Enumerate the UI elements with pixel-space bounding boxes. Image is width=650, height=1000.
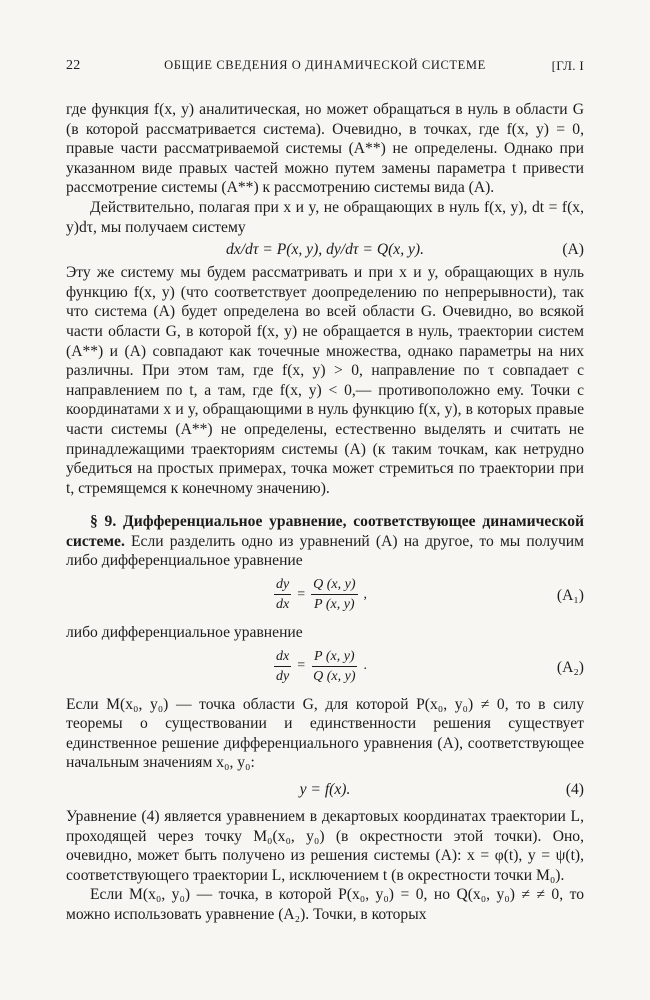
equation-a2-tag: (A₂) — [556, 658, 584, 676]
equation-4-formula: y = f(x). — [299, 781, 351, 799]
equation-a1-tag: (A₁) — [556, 587, 584, 605]
page-number: 22 — [66, 58, 81, 73]
equation-4-tag: (4) — [565, 781, 584, 799]
paragraph-6: Уравнение (4) является уравнением в декартовых координатах траектории L, проходящей через точку M₀(x₀, y₀) (в окрестности этой точки). Оно, очевидно, может быть получено из решения системы (A): x = φ(t), y = ψ(t), соответствующего траектории L, исключением t (в окрестности точки M₀). — [66, 808, 584, 884]
equation-a1: $\frac{dy}{dx}$ = $\frac{Q (x, y)}{P (x, y)}$ , (A₁) — [276, 577, 584, 613]
section-text: Если разделить одно из уравнений (A) на другое, то мы получим либо дифференциальное уравнение — [66, 532, 584, 570]
chapter-label: [ГЛ. I — [551, 58, 584, 73]
equation-a1-lhs-num: dy — [274, 576, 291, 595]
equation-a1-lhs-den: dx — [276, 597, 290, 613]
equation-a2-rhs-den: Q (x, y) — [313, 668, 356, 684]
equation-a1-rhs-num: Q (x, y) — [311, 576, 357, 595]
equation-a-formula: dx/dτ = P(x, y), dy/dτ = Q(x, y). — [225, 241, 425, 259]
running-title: ОБЩИЕ СВЕДЕНИЯ О ДИНАМИЧЕСКОЙ СИСТЕМЕ — [164, 58, 486, 72]
paragraph-2: Действительно, полагая при x и y, не обращающих в нуль f(x, y), dt = f(x, y)dτ, мы получаем систему — [66, 198, 584, 236]
equation-a2-end: . — [363, 658, 367, 674]
running-header — [66, 58, 584, 80]
section-heading: § 9. Дифференциальное уравнение, соответствующее динамической системе. — [66, 513, 584, 550]
page-body — [66, 100, 584, 925]
equation-a2: $\frac{dx}{dy}$ = $\frac{P (x, y)}{Q (x, y)}$ . (A₂) — [276, 648, 584, 684]
equation-a-tag: (A) — [562, 241, 584, 259]
equation-4 — [66, 779, 584, 801]
equation-a — [66, 239, 584, 261]
equation-a2-lhs-den: dy — [276, 668, 290, 684]
equation-a1-rhs-den: P (x, y) — [314, 597, 355, 613]
equation-a1-end: , — [363, 586, 367, 602]
paragraph-1: где функция f(x, y) аналитическая, но может обращаться в нуль в области G (в которой рассматривается система). Очевидно, в точках, где f(x, y) = 0, правые части рассматриваемой системы (A**) не определены. Однако при указанном виде правых частей можно путем замены параметра t привести рассмотрение системы (A**) к рассмотрению системы вида (A). — [66, 101, 584, 197]
equation-a2-lhs-num: dx — [274, 648, 291, 667]
equation-a2-rhs-num: P (x, y) — [312, 648, 357, 667]
section-9 — [66, 512, 584, 571]
paragraph-7: Если M(x₀, y₀) — точка, в которой P(x₀, y₀) = 0, но Q(x₀, y₀) ≠ ≠ 0, то можно использовать уравнение (A₂). Точки, в которых — [66, 886, 584, 923]
paragraph-5: Если M(x₀, y₀) — точка области G, для которой P(x₀, y₀) ≠ 0, то в силу теоремы о существовании и единственности решения существует единственное решение дифференциального уравнения (A), соответствующее начальным значениям x₀, y₀: — [66, 695, 584, 772]
paragraph-4: либо дифференциальное уравнение — [66, 624, 303, 642]
paragraph-3: Эту же систему мы будем рассматривать и при x и y, обращающих в нуль функцию f(x, y) (что соответствует доопределению по непрерывности), так что система (A) будет определена во всей области G. Очевидно, во всякой части области G, в которой f(x, y) не обращается в нуль, траектории систем (A**) и (A) совпадают как точечные множества, однако параметры на них различны. При этом там, где f(x, y) > 0, направление по τ совпадает с направлением по t, а там, где f(x, y) < 0,— противоположно ему. Точки с координатами x и y, обращающими в нуль функцию f(x, y), в которых правые части системы (A**) не определены, естественно выделять и считать не принадлежащими траекториям системы (A) (к таким точкам, как нетрудно убедиться на простых примерах, точка может стремиться по траектории при t, стремящемся к конечному значению). — [66, 264, 584, 497]
